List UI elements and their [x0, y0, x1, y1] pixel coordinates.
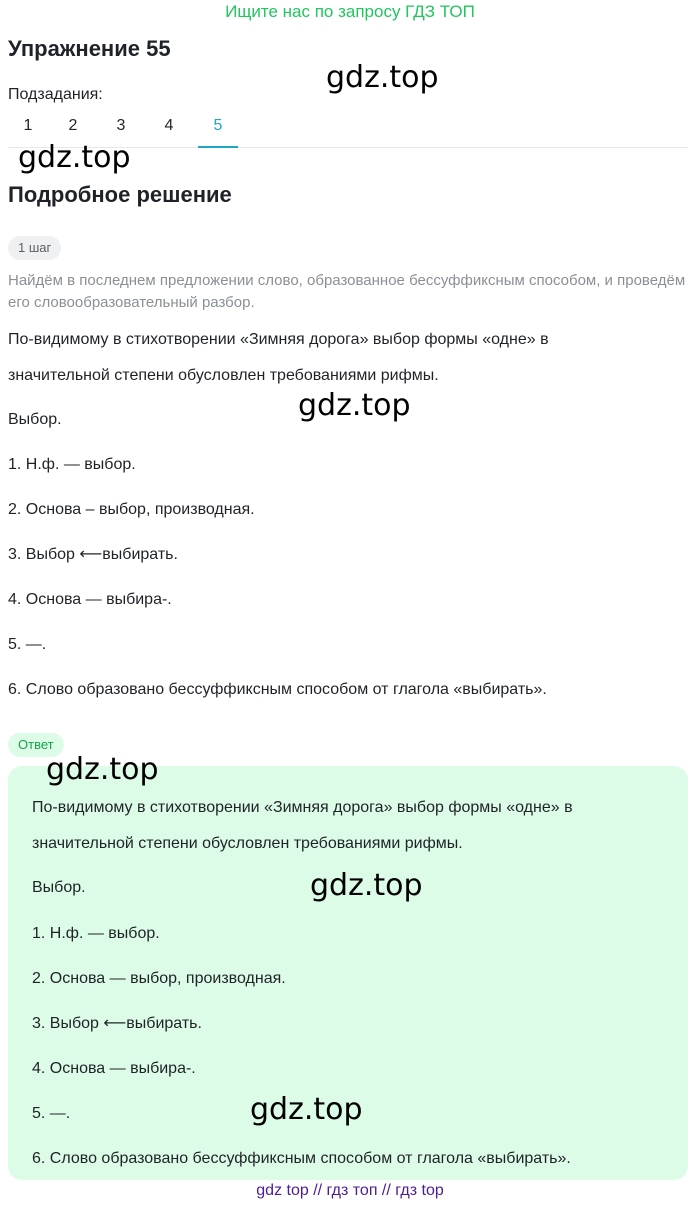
watermark: gdz.top — [326, 60, 439, 95]
solution-line: 3. Выбор ⟵выбирать. — [8, 546, 178, 563]
solution-line: 1. Н.ф. — выбор. — [8, 456, 136, 473]
exercise-title: Упражнение 55 — [8, 36, 171, 61]
answer-line: значительной степени обусловлен требованиями рифмы. — [32, 835, 463, 852]
watermark: gdz.top — [18, 140, 131, 175]
solution-line: Выбор. — [8, 411, 62, 428]
watermark: gdz.top — [298, 388, 411, 423]
watermark: gdz.top — [310, 868, 423, 903]
answer-line: 1. Н.ф. — выбор. — [32, 925, 160, 942]
tab-subtask-3[interactable]: 3 — [116, 117, 126, 134]
step-badge: 1 шаг — [8, 236, 61, 260]
promo-banner: Ищите нас по запросу ГДЗ ТОП — [225, 2, 475, 21]
answer-line: Выбор. — [32, 879, 86, 896]
footer-links: gdz top // гдз топ // гдз top — [256, 1182, 444, 1199]
solution-line: значительной степени обусловлен требованиями рифмы. — [8, 367, 439, 384]
tab-subtask-5[interactable]: 5 — [198, 108, 238, 148]
section-title: Подробное решение — [8, 182, 232, 207]
solution-line: 4. Основа — выбира-. — [8, 591, 172, 608]
answer-line: 4. Основа — выбира-. — [32, 1060, 196, 1077]
solution-line: 2. Основа – выбор, производная. — [8, 501, 255, 518]
tab-subtask-1[interactable]: 1 — [23, 117, 33, 134]
solution-line: 5. —. — [8, 636, 47, 653]
tab-subtask-4[interactable]: 4 — [164, 117, 174, 134]
subtasks-label: Подзадания: — [8, 86, 103, 103]
answer-line: 2. Основа — выбор, производная. — [32, 970, 286, 987]
answer-badge: Ответ — [8, 733, 64, 757]
solution-line: 6. Слово образовано бессуффиксным способом от глагола «выбирать». — [8, 681, 547, 698]
step-hint: Найдём в последнем предложении слово, образованное бессуффиксным способом, и проведём его словообразовательный разбор. — [8, 272, 686, 311]
watermark: gdz.top — [250, 1092, 363, 1127]
tab-subtask-2[interactable]: 2 — [68, 117, 78, 134]
solution-line: По-видимому в стихотворении «Зимняя дорога» выбор формы «одне» в — [8, 331, 549, 348]
watermark: gdz.top — [46, 752, 159, 787]
answer-line: 5. —. — [32, 1105, 71, 1122]
answer-line: По-видимому в стихотворении «Зимняя дорога» выбор формы «одне» в — [32, 799, 573, 816]
answer-line: 3. Выбор ⟵выбирать. — [32, 1015, 202, 1032]
answer-line: 6. Слово образовано бессуффиксным способом от глагола «выбирать». — [32, 1150, 571, 1167]
